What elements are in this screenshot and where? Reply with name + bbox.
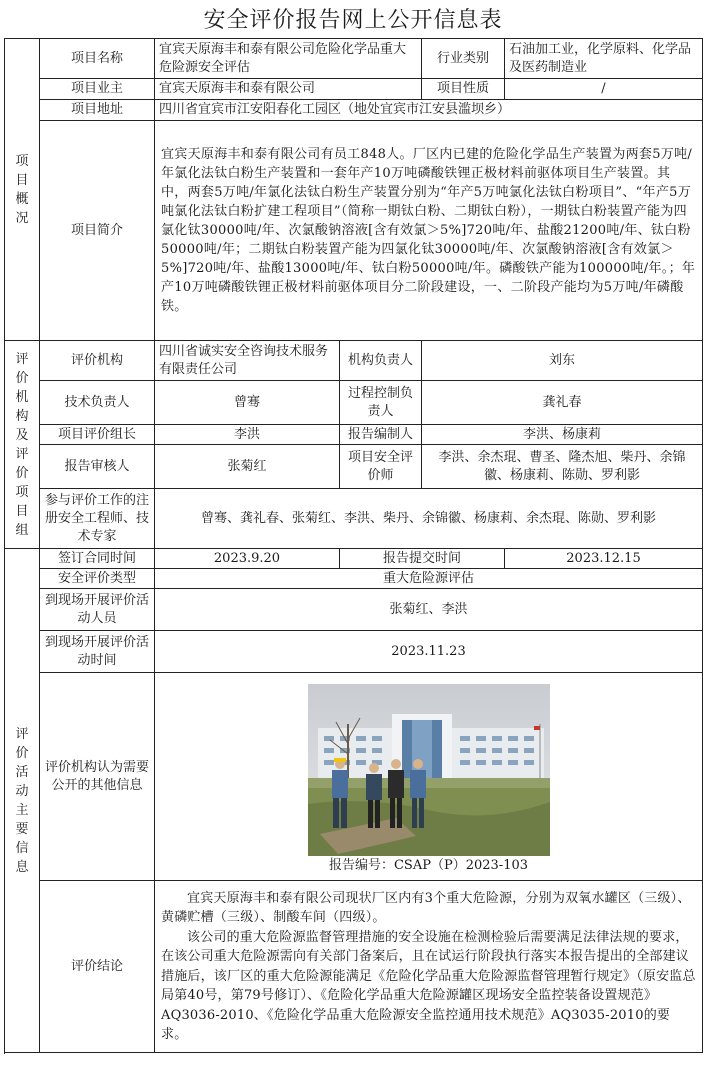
owner-label: 项目业主 [40,79,155,100]
conclusion-text [155,881,703,1053]
tech-head-label: 技术负责人 [40,381,155,425]
type-label: 安全评价类型 [40,569,155,589]
conclusion-paragraph-1: 宜宾天原海丰和泰有限公司现状厂区内有3个重大危险源，分别为双氧水罐区（三级）、黄磷贮槽（三级）、制酸车间（四级）。 [161,890,691,925]
industry-label: 行业类别 [422,39,505,79]
address-label: 项目地址 [40,100,155,121]
intro-label: 项目简介 [40,121,155,341]
reviewer-value: 张菊红 [155,445,340,489]
agency-head-label: 机构负责人 [340,341,422,381]
nature-value: / [505,79,703,100]
staff-value: 张菊红、李洪 [155,589,703,631]
other-info-label: 评价机构认为需要公开的其他信息 [40,673,155,881]
section-org: 评价机构及评价项目组 [5,341,40,549]
leader-value: 李洪 [155,425,340,445]
agency-head-value: 刘东 [422,341,703,381]
industry-value: 石油加工业，化学原料、化学品及医药制造业 [505,39,703,79]
time-label: 到现场开展评价活动时间 [40,631,155,673]
project-name-label: 项目名称 [40,39,155,79]
address-value: 四川省宜宾市江安阳春化工园区（地处宜宾市江安县滥坝乡） [155,100,703,121]
writer-label: 报告编制人 [340,425,422,445]
conclusion-label: 评价结论 [40,881,155,1053]
safety-evaluator-label: 项目安全评价师 [340,445,422,489]
experts-value: 曾骞、龚礼春、张菊红、李洪、柴丹、余锦徽、杨康莉、余杰琨、陈勋、罗利影 [155,489,703,549]
info-table [4,38,703,1053]
process-head-value: 龚礼春 [422,381,703,425]
process-head-label: 过程控制负责人 [340,381,422,425]
leader-label: 项目评价组长 [40,425,155,445]
owner-value: 宜宾天原海丰和泰有限公司 [155,79,422,100]
experts-label: 参与评价工作的注册安全工程师、技术专家 [40,489,155,549]
safety-evaluator-value: 李洪、余杰琨、曹圣、隆杰旭、柴丹、余锦徽、杨康莉、陈勋、罗利影 [422,445,703,489]
site-photo [308,684,550,856]
other-info-cell [155,673,703,881]
agency-label: 评价机构 [40,341,155,381]
submit-label: 报告提交时间 [340,549,505,569]
section-activity: 评价活动主要信息 [5,549,40,1053]
reviewer-label: 报告审核人 [40,445,155,489]
contract-label: 签订合同时间 [40,549,155,569]
intro-text: 宜宾天原海丰和泰有限公司有员工848人。厂区内已建的危险化学品生产装置为两套5万吨/年氯化法钛白粉生产装置和一套年产10万吨磷酸铁锂正极材料前驱体项目生产装置。其中，两套5万吨/年氯化法钛白粉生产装置分别为“年产5万吨氯化法钛白粉项目”、“年产5万吨氯化法钛白粉扩建工程项目”（简称一期钛白粉、二期钛白粉），一期钛白粉装置产能为四氯化钛30000吨/年、次氯酸钠溶液[含有效氯＞5%]720吨/年、盐酸21200吨/年、钛白粉50000吨/年；二期钛白粉装置产能为四氯化钛30000吨/年、次氯酸钠溶液[含有效氯＞5%]720吨/年、盐酸13000吨/年、钛白粉50000吨/年。磷酸铁产能为100000吨/年。；年产10万吨磷酸铁锂正极材料前驱体项目分二阶段建设，一、二阶段产能均为5万吨/年磷酸铁。 [155,121,703,341]
staff-label: 到现场开展评价活动人员 [40,589,155,631]
type-value: 重大危险源评估 [155,569,703,589]
contract-date: 2023.9.20 [155,549,340,569]
report-number: 报告编号：CSAP（P）2023-103 [328,857,529,873]
tech-head-value: 曾骞 [155,381,340,425]
writer-value: 李洪、杨康莉 [422,425,703,445]
agency-value: 四川省诚实安全咨询技术服务有限责任公司 [155,341,340,381]
section-overview: 项目概况 [5,39,40,341]
time-value: 2023.11.23 [155,631,703,673]
conclusion-paragraph-2: 该公司的重大危险源监督管理措施的安全设施在检测检验后需要满足法律法规的要求，在该公司重大危险源需向有关部门备案后，且在试运行阶段执行落实本报告提出的全部建议措施后，该厂区的重大危险源能满足《危险化学品重大危险源监督管理暂行规定》（原安监总局第40号，第79号修订）、《危险化学品重大危险源罐区现场安全监控装备设置规范》AQ3036-2010、《危险化学品重大危险源安全监控通用技术规范》AQ3035-2010的要求。 [161,929,696,1042]
submit-date: 2023.12.15 [505,549,703,569]
nature-label: 项目性质 [422,79,505,100]
project-name: 宜宾天原海丰和泰有限公司危险化学品重大危险源安全评估 [155,39,422,79]
page-title: 安全评价报告网上公开信息表 [203,8,503,33]
